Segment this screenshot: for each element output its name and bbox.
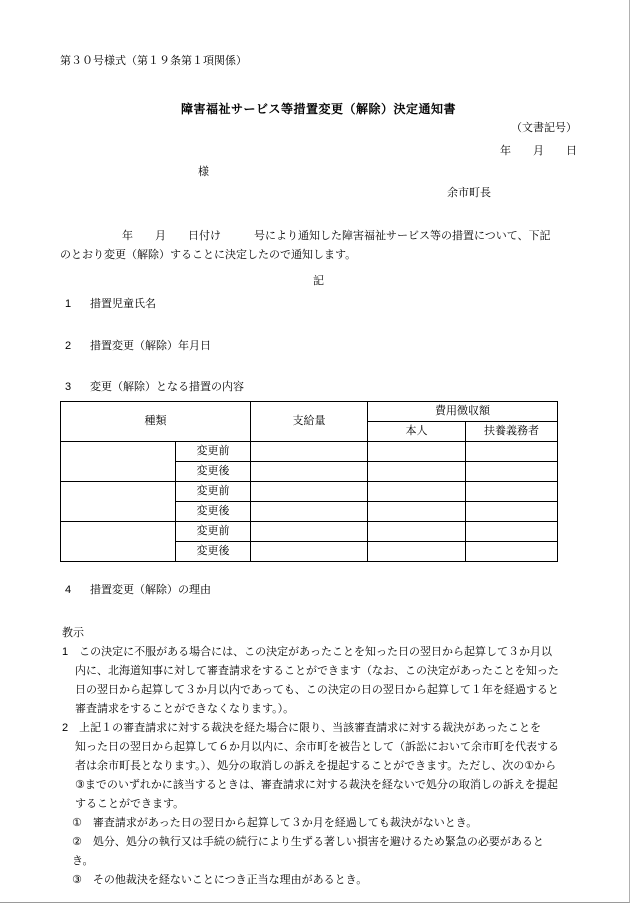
teaching-line: 者は余市町長となります。）、処分の取消しの訴えを提起することができます。ただし、次の①から — [75, 760, 557, 772]
dependent-fee-cell — [466, 462, 558, 482]
header-type: 種類 — [61, 402, 251, 442]
teaching-heading: 教示 — [62, 627, 84, 639]
dependent-fee-cell — [466, 442, 558, 462]
self-fee-cell — [368, 442, 466, 462]
header-fee-collection: 費用徴収額 — [368, 402, 558, 422]
section-2-change-date — [60, 337, 577, 356]
issue-date-line: 年 月 日 — [500, 145, 577, 157]
header-supply-amount: 支給量 — [251, 402, 368, 442]
self-fee-cell — [368, 502, 466, 522]
section-4-number: 4 — [65, 584, 72, 596]
section-3-number: 3 — [65, 381, 72, 393]
dependent-fee-cell — [466, 522, 558, 542]
teaching-line: することができます。 — [75, 798, 185, 810]
self-fee-cell — [368, 462, 466, 482]
supply-cell — [251, 522, 368, 542]
supply-cell — [251, 542, 368, 562]
teaching-line: ② 処分、処分の執行又は手続の続行により生ずる著しい損害を避けるため緊急の必要があると — [72, 836, 544, 848]
self-fee-cell — [368, 522, 466, 542]
table-row — [61, 482, 558, 502]
teaching-line: 2 上記１の審査請求に対する裁決を経た場合に限り、当該審査請求に対する裁決があったことを — [62, 722, 542, 734]
supply-cell — [251, 502, 368, 522]
section-1-number: 1 — [65, 298, 72, 310]
section-3-measure-content — [60, 378, 577, 397]
record-marker: 記 — [313, 275, 324, 287]
row-label-after: 変更後 — [176, 502, 251, 522]
section-4-change-reason — [60, 581, 577, 600]
teaching-line: き。 — [72, 855, 94, 867]
issuer-name: 余市町長 — [447, 187, 491, 199]
teaching-line: 知った日の翌日から起算して６か月以内に、余市町を被告として（訴訟において余市町を代表する — [75, 741, 559, 753]
type-name-cell — [61, 522, 176, 562]
doc-symbol-label: （文書記号） — [511, 122, 577, 134]
table-row — [61, 442, 558, 462]
supply-cell — [251, 442, 368, 462]
row-label-before: 変更前 — [176, 482, 251, 502]
supply-cell — [251, 462, 368, 482]
section-1-child-name — [60, 295, 577, 314]
row-label-after: 変更後 — [176, 462, 251, 482]
notification-body-line-1: 年 月 日付け 号により通知した障害福祉サービス等の措置について、下記 — [122, 230, 551, 242]
dependent-fee-cell — [466, 482, 558, 502]
self-fee-cell — [368, 542, 466, 562]
row-label-after: 変更後 — [176, 542, 251, 562]
form-number: 第３０号様式（第１９条第１項関係） — [60, 55, 247, 67]
section-3-label: 変更（解除）となる措置の内容 — [90, 381, 244, 393]
self-fee-cell — [368, 482, 466, 502]
teaching-line: 審査請求をすることができなくなります。）。 — [75, 703, 295, 715]
measures-table — [60, 401, 558, 562]
header-dependent: 扶養義務者 — [466, 422, 558, 442]
teaching-line: ① 審査請求があった日の翌日から起算して３か月を経過しても裁決がないとき。 — [72, 817, 478, 829]
section-4-label: 措置変更（解除）の理由 — [90, 584, 211, 596]
table-row — [61, 522, 558, 542]
document-title: 障害福祉サービス等措置変更（解除）決定通知書 — [180, 102, 456, 116]
notification-body-line-2: のとおり変更（解除）することに決定したので通知します。 — [60, 249, 357, 261]
recipient-honorific: 様 — [198, 166, 209, 178]
dependent-fee-cell — [466, 542, 558, 562]
section-2-label: 措置変更（解除）年月日 — [90, 340, 211, 352]
teaching-line: ③までのいずれかに該当するときは、審査請求に対する裁決を経ないで処分の取消しの訴えを提起 — [75, 779, 558, 791]
dependent-fee-cell — [466, 502, 558, 522]
header-self: 本人 — [368, 422, 466, 442]
teaching-line: ③ その他裁決を経ないことにつき正当な理由があるとき。 — [72, 874, 368, 886]
section-2-number: 2 — [65, 340, 72, 352]
row-label-before: 変更前 — [176, 442, 251, 462]
row-label-before: 変更前 — [176, 522, 251, 542]
teaching-line: 内に、北海道知事に対して審査請求をすることができます（なお、この決定があったことを知った — [75, 665, 559, 677]
type-name-cell — [61, 442, 176, 482]
section-1-label: 措置児童氏名 — [90, 298, 156, 310]
teaching-line: 日の翌日から起算して３か月以内であっても、この決定の日の翌日から起算して１年を経過すると — [75, 684, 559, 696]
teaching-line: 1 この決定に不服がある場合には、この決定があったことを知った日の翌日から起算して３か月以 — [62, 646, 553, 658]
type-name-cell — [61, 482, 176, 522]
supply-cell — [251, 482, 368, 502]
